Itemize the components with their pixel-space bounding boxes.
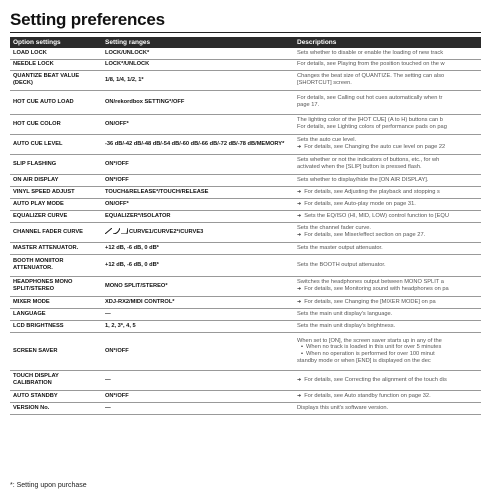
setting-range: ON*/OFF <box>102 174 294 186</box>
description <box>294 370 481 390</box>
description <box>294 174 481 186</box>
table-row <box>10 296 481 308</box>
setting-range: ON*/OFF <box>102 332 294 370</box>
description <box>294 242 481 254</box>
option-name: VERSION No. <box>10 402 102 414</box>
description-line: Sets whether or not the indicators of buttons, etc., for wh <box>297 157 440 164</box>
option-name: VINYL SPEED ADJUST <box>10 186 102 198</box>
description-line: ➜ Sets the EQ/ISO (HI, MID, LOW) control function to [EQU <box>297 213 478 220</box>
description-line: When set to [ON], the screen saver starts up in any of the <box>297 337 442 344</box>
description <box>294 332 481 370</box>
option-name: AUTO CUE LEVEL <box>10 134 102 154</box>
description <box>294 210 481 222</box>
table-row <box>10 154 481 174</box>
description-line: Displays this unit's software version. <box>297 404 389 411</box>
setting-range: ON*/OFF <box>102 390 294 402</box>
table-row <box>10 59 481 70</box>
table-row <box>10 390 481 402</box>
option-name: SLIP FLASHING <box>10 154 102 174</box>
table-row <box>10 198 481 210</box>
setting-range: XDJ-RX2/MIDI CONTROL* <box>102 296 294 308</box>
description-line: ➜ For details, see Correcting the alignment of the touch dis <box>297 377 478 384</box>
footnote: *: Setting upon purchase <box>10 482 87 489</box>
description-line: • When no operation is performed for over 100 minut <box>297 351 478 358</box>
option-name: HOT CUE AUTO LOAD <box>10 90 102 114</box>
description <box>294 254 481 276</box>
table-row <box>10 242 481 254</box>
option-name: LCD BRIGHTNESS <box>10 320 102 332</box>
header-descriptions: Descriptions <box>294 37 481 48</box>
description-line: Sets the auto cue level. <box>297 137 357 144</box>
description <box>294 308 481 320</box>
description-line: ➜ For details, see Changing the [MIXER MODE] on pa <box>297 299 478 306</box>
description-line: Sets whether to display/hide the [ON AIR DISPLAY]. <box>297 176 429 183</box>
header-option-settings: Option settings <box>10 37 102 48</box>
page-title: Setting preferences <box>10 10 165 29</box>
description-line: Sets the main unit display's language. <box>297 310 393 317</box>
setting-range: — <box>102 402 294 414</box>
option-name: BOOTH MONIITOR ATTENUATOR. <box>10 254 102 276</box>
setting-range: LOCK*/UNLOCK <box>102 59 294 70</box>
option-name: NEEDLE LOCK <box>10 59 102 70</box>
description-line: standby mode or when [END] is displayed on the dec <box>297 357 431 364</box>
option-name: MIXER MODE <box>10 296 102 308</box>
table-row <box>10 222 481 242</box>
option-name: HOT CUE COLOR <box>10 114 102 134</box>
table-row <box>10 370 481 390</box>
description-line: Sets the main unit display's brightness. <box>297 322 396 329</box>
option-name: CHANNEL FADER CURVE <box>10 222 102 242</box>
description-line: ➜ For details, see Mixer/effect section on page 27. <box>297 232 478 239</box>
setting-range: EQUALIZER*/ISOLATOR <box>102 210 294 222</box>
description-line: ➜ For details, see Auto standby function on page 32. <box>297 393 478 400</box>
description-line: For details, see Calling out hot cues automatically when tr <box>297 95 443 102</box>
table-row <box>10 174 481 186</box>
description <box>294 198 481 210</box>
description-line: Sets the channel fader curve. <box>297 225 371 232</box>
description <box>294 70 481 90</box>
description <box>294 402 481 414</box>
description <box>294 276 481 296</box>
description <box>294 59 481 70</box>
title-divider <box>10 32 481 33</box>
option-name: AUTO STANDBY <box>10 390 102 402</box>
description <box>294 154 481 174</box>
table-row <box>10 114 481 134</box>
table-row <box>10 276 481 296</box>
description-line: ➜ For details, see Auto-play mode on page 31. <box>297 201 478 208</box>
setting-range: — <box>102 370 294 390</box>
description-line: Sets whether to disable or enable the loading of new track <box>297 49 444 56</box>
description-line: page 17. <box>297 102 320 108</box>
setting-range: ON/OFF* <box>102 198 294 210</box>
setting-range: TOUCH&RELEASE*/TOUCH/RELEASE <box>102 186 294 198</box>
setting-range: ON/rekordbox SETTING*/OFF <box>102 90 294 114</box>
setting-range: ON/OFF* <box>102 114 294 134</box>
description <box>294 296 481 308</box>
table-row <box>10 90 481 114</box>
description <box>294 134 481 154</box>
option-name: ON AIR DISPLAY <box>10 174 102 186</box>
description-line: For details, see Playing from the position touched on the w <box>297 61 445 68</box>
description <box>294 186 481 198</box>
table-row <box>10 186 481 198</box>
setting-range: 1, 2, 3*, 4, 5 <box>102 320 294 332</box>
table-row <box>10 308 481 320</box>
description-line: Switches the headphones output between MONO SPLIT a <box>297 279 444 286</box>
description-line: The lighting color of the [HOT CUE] (A to H) buttons can b <box>297 117 443 124</box>
table-row <box>10 402 481 414</box>
table-row <box>10 254 481 276</box>
setting-range: ON*/OFF <box>102 154 294 174</box>
setting-range: LOCK/UNLOCK* <box>102 48 294 59</box>
table-header-row <box>10 37 481 48</box>
option-name: LOAD LOCK <box>10 48 102 59</box>
description <box>294 222 481 242</box>
description-line: For details, see Lighting colors of performance pads on pag <box>297 124 447 130</box>
setting-range: MONO SPLIT/STEREO* <box>102 276 294 296</box>
description <box>294 320 481 332</box>
range-text: CURVE1/CURVE2*/CURVE3 <box>129 229 204 236</box>
table-row <box>10 210 481 222</box>
table-row <box>10 70 481 90</box>
description-line: • When no track is loaded in this unit for over 5 minutes <box>297 344 478 351</box>
description <box>294 114 481 134</box>
description-line: activated when the [SLIP] button is pressed flash. <box>297 164 422 170</box>
description <box>294 48 481 59</box>
setting-range: 1/8, 1/4, 1/2, 1* <box>102 70 294 90</box>
description-line: ➜ For details, see Monitoring sound with headphones on pa <box>297 286 478 293</box>
description-line: [SHORTCUT] screen. <box>297 80 352 86</box>
setting-range: -36 dB/-42 dB/-48 dB/-54 dB/-60 dB/-66 dB/-72 dB/-78 dB/MEMORY* <box>102 134 294 154</box>
description <box>294 390 481 402</box>
description-line: Sets the master output attenuator. <box>297 244 383 251</box>
setting-range: +12 dB, -6 dB, 0 dB* <box>102 242 294 254</box>
setting-range: +12 dB, -6 dB, 0 dB* <box>102 254 294 276</box>
header-setting-ranges: Setting ranges <box>102 37 294 48</box>
settings-table <box>10 37 481 415</box>
setting-range: — <box>102 308 294 320</box>
description-line: Sets the BOOTH output attenuator. <box>297 261 386 268</box>
table-row <box>10 48 481 59</box>
option-name: AUTO PLAY MODE <box>10 198 102 210</box>
table-row <box>10 134 481 154</box>
option-name: LANGUAGE <box>10 308 102 320</box>
option-name: EQUALIZER CURVE <box>10 210 102 222</box>
table-row <box>10 320 481 332</box>
option-name: SCREEN SAVER <box>10 332 102 370</box>
description-line: ➜ For details, see Adjusting the playback and stopping s <box>297 189 478 196</box>
curve2-icon <box>113 228 120 234</box>
curve1-icon <box>105 228 112 234</box>
option-name: HEADPHONES MONO SPLIT/STEREO <box>10 276 102 296</box>
option-name: MASTER ATTENUATOR. <box>10 242 102 254</box>
option-name: TOUCH DISPLAY CALIBRATION <box>10 370 102 390</box>
description-line: ➜ For details, see Changing the auto cue level on page 22 <box>297 144 478 151</box>
table-row <box>10 332 481 370</box>
description-line: Changes the beat size of QUANTIZE. The setting can also <box>297 73 445 80</box>
description <box>294 90 481 114</box>
curve3-icon <box>121 228 128 234</box>
option-name: QUANTIZE BEAT VALUE (DECK) <box>10 70 102 90</box>
setting-range <box>102 222 294 242</box>
